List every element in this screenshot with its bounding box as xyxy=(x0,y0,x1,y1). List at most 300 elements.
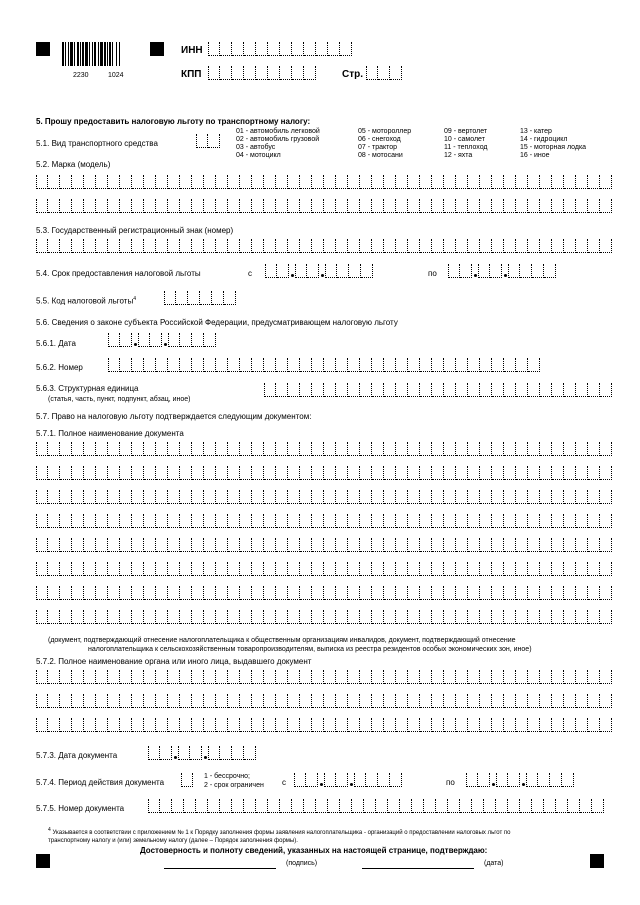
document-name-row-6[interactable] xyxy=(36,562,612,576)
input-cell[interactable] xyxy=(480,466,492,480)
input-cell[interactable] xyxy=(108,442,120,456)
input-cell[interactable] xyxy=(336,383,348,397)
input-cell[interactable] xyxy=(144,670,156,684)
input-cell[interactable] xyxy=(312,718,324,732)
input-cell[interactable] xyxy=(396,670,408,684)
input-cell[interactable] xyxy=(312,586,324,600)
input-cell[interactable] xyxy=(388,799,400,813)
input-cell[interactable] xyxy=(84,670,96,684)
input-cell[interactable] xyxy=(408,694,420,708)
input-cell[interactable] xyxy=(552,199,564,213)
input-cell[interactable] xyxy=(60,514,72,528)
input-cell[interactable] xyxy=(168,175,180,189)
input-cell[interactable] xyxy=(120,175,132,189)
input-cell[interactable] xyxy=(516,199,528,213)
input-cell[interactable] xyxy=(72,670,84,684)
input-cell[interactable] xyxy=(216,718,228,732)
inn-field[interactable] xyxy=(208,42,352,56)
input-cell[interactable] xyxy=(444,442,456,456)
input-cell[interactable] xyxy=(180,175,192,189)
input-cell[interactable] xyxy=(60,610,72,624)
input-cell[interactable] xyxy=(156,718,168,732)
input-cell[interactable] xyxy=(444,466,456,480)
input-cell[interactable] xyxy=(192,562,204,576)
input-cell[interactable] xyxy=(504,239,516,253)
input-cell[interactable] xyxy=(96,199,108,213)
input-cell[interactable] xyxy=(396,538,408,552)
input-cell[interactable] xyxy=(264,586,276,600)
input-cell[interactable] xyxy=(228,199,240,213)
input-cell[interactable] xyxy=(396,586,408,600)
input-cell[interactable] xyxy=(307,264,319,278)
input-cell[interactable] xyxy=(456,562,468,576)
input-cell[interactable] xyxy=(196,134,208,148)
input-cell[interactable] xyxy=(288,442,300,456)
input-cell[interactable] xyxy=(348,490,360,504)
input-cell[interactable] xyxy=(492,562,504,576)
input-cell[interactable] xyxy=(372,718,384,732)
input-cell[interactable] xyxy=(492,239,504,253)
input-cell[interactable] xyxy=(600,239,612,253)
input-cell[interactable] xyxy=(304,42,316,56)
input-cell[interactable] xyxy=(316,799,328,813)
input-cell[interactable] xyxy=(60,670,72,684)
input-cell[interactable] xyxy=(288,610,300,624)
input-cell[interactable] xyxy=(120,718,132,732)
input-cell[interactable] xyxy=(528,514,540,528)
input-cell[interactable] xyxy=(48,670,60,684)
input-cell[interactable] xyxy=(324,718,336,732)
input-cell[interactable] xyxy=(324,514,336,528)
input-cell[interactable] xyxy=(384,586,396,600)
input-cell[interactable] xyxy=(384,199,396,213)
input-cell[interactable] xyxy=(480,586,492,600)
input-cell[interactable] xyxy=(180,610,192,624)
input-cell[interactable] xyxy=(160,799,172,813)
input-cell[interactable] xyxy=(276,610,288,624)
input-cell[interactable] xyxy=(564,694,576,708)
input-cell[interactable] xyxy=(408,610,420,624)
input-cell[interactable] xyxy=(84,442,96,456)
input-cell[interactable] xyxy=(528,586,540,600)
input-cell[interactable] xyxy=(72,610,84,624)
input-cell[interactable] xyxy=(84,490,96,504)
input-cell[interactable] xyxy=(48,442,60,456)
input-cell[interactable] xyxy=(264,199,276,213)
structural-unit-field[interactable] xyxy=(264,383,612,397)
input-cell[interactable] xyxy=(72,175,84,189)
input-cell[interactable] xyxy=(562,773,574,787)
input-cell[interactable] xyxy=(220,66,232,80)
input-cell[interactable] xyxy=(432,610,444,624)
input-cell[interactable] xyxy=(360,562,372,576)
input-cell[interactable] xyxy=(276,358,288,372)
input-cell[interactable] xyxy=(540,175,552,189)
input-cell[interactable] xyxy=(36,586,48,600)
input-cell[interactable] xyxy=(336,442,348,456)
input-cell[interactable] xyxy=(384,670,396,684)
input-cell[interactable] xyxy=(204,586,216,600)
input-cell[interactable] xyxy=(168,490,180,504)
input-cell[interactable] xyxy=(244,66,256,80)
input-cell[interactable] xyxy=(276,514,288,528)
input-cell[interactable] xyxy=(156,670,168,684)
input-cell[interactable] xyxy=(168,694,180,708)
input-cell[interactable] xyxy=(444,514,456,528)
input-cell[interactable] xyxy=(132,610,144,624)
input-cell[interactable] xyxy=(264,358,276,372)
input-cell[interactable] xyxy=(228,610,240,624)
input-cell[interactable] xyxy=(60,562,72,576)
input-cell[interactable] xyxy=(420,239,432,253)
input-cell[interactable] xyxy=(328,799,340,813)
input-cell[interactable] xyxy=(444,175,456,189)
input-cell[interactable] xyxy=(72,466,84,480)
input-cell[interactable] xyxy=(120,586,132,600)
input-cell[interactable] xyxy=(312,490,324,504)
input-cell[interactable] xyxy=(492,358,504,372)
input-cell[interactable] xyxy=(348,586,360,600)
input-cell[interactable] xyxy=(408,383,420,397)
input-cell[interactable] xyxy=(300,562,312,576)
input-cell[interactable] xyxy=(156,358,168,372)
input-cell[interactable] xyxy=(576,490,588,504)
input-cell[interactable] xyxy=(192,694,204,708)
input-cell[interactable] xyxy=(300,466,312,480)
input-cell[interactable] xyxy=(408,586,420,600)
input-cell[interactable] xyxy=(132,718,144,732)
input-cell[interactable] xyxy=(556,799,568,813)
input-cell[interactable] xyxy=(492,514,504,528)
input-cell[interactable] xyxy=(456,490,468,504)
input-cell[interactable] xyxy=(288,199,300,213)
input-cell[interactable] xyxy=(372,358,384,372)
input-cell[interactable] xyxy=(96,442,108,456)
input-cell[interactable] xyxy=(432,199,444,213)
input-cell[interactable] xyxy=(300,694,312,708)
input-cell[interactable] xyxy=(184,799,196,813)
input-cell[interactable] xyxy=(384,490,396,504)
input-cell[interactable] xyxy=(361,264,373,278)
input-cell[interactable] xyxy=(396,694,408,708)
input-cell[interactable] xyxy=(220,799,232,813)
input-cell[interactable] xyxy=(504,694,516,708)
input-cell[interactable] xyxy=(232,66,244,80)
input-cell[interactable] xyxy=(216,670,228,684)
input-cell[interactable] xyxy=(204,199,216,213)
input-cell[interactable] xyxy=(156,562,168,576)
input-cell[interactable] xyxy=(528,610,540,624)
input-cell[interactable] xyxy=(168,586,180,600)
input-cell[interactable] xyxy=(48,610,60,624)
input-cell[interactable] xyxy=(144,490,156,504)
input-cell[interactable] xyxy=(132,466,144,480)
input-cell[interactable] xyxy=(144,175,156,189)
input-cell[interactable] xyxy=(516,562,528,576)
input-cell[interactable] xyxy=(552,694,564,708)
input-cell[interactable] xyxy=(132,239,144,253)
input-cell[interactable] xyxy=(544,799,556,813)
input-cell[interactable] xyxy=(108,333,120,347)
input-cell[interactable] xyxy=(192,490,204,504)
input-cell[interactable] xyxy=(200,291,212,305)
input-cell[interactable] xyxy=(360,538,372,552)
input-cell[interactable] xyxy=(288,383,300,397)
input-cell[interactable] xyxy=(564,466,576,480)
input-cell[interactable] xyxy=(564,538,576,552)
input-cell[interactable] xyxy=(444,586,456,600)
input-cell[interactable] xyxy=(360,490,372,504)
input-cell[interactable] xyxy=(480,239,492,253)
input-cell[interactable] xyxy=(276,199,288,213)
input-cell[interactable] xyxy=(336,773,348,787)
input-cell[interactable] xyxy=(324,670,336,684)
input-cell[interactable] xyxy=(180,333,192,347)
input-cell[interactable] xyxy=(504,670,516,684)
input-cell[interactable] xyxy=(360,383,372,397)
input-cell[interactable] xyxy=(576,538,588,552)
input-cell[interactable] xyxy=(192,586,204,600)
input-cell[interactable] xyxy=(588,718,600,732)
input-cell[interactable] xyxy=(420,466,432,480)
input-cell[interactable] xyxy=(396,358,408,372)
input-cell[interactable] xyxy=(276,562,288,576)
input-cell[interactable] xyxy=(600,466,612,480)
input-cell[interactable] xyxy=(588,442,600,456)
input-cell[interactable] xyxy=(378,773,390,787)
kpp-field[interactable] xyxy=(208,66,316,80)
input-cell[interactable] xyxy=(540,562,552,576)
input-cell[interactable] xyxy=(408,358,420,372)
input-cell[interactable] xyxy=(72,562,84,576)
input-cell[interactable] xyxy=(252,538,264,552)
input-cell[interactable] xyxy=(576,718,588,732)
input-cell[interactable] xyxy=(60,466,72,480)
input-cell[interactable] xyxy=(420,175,432,189)
input-cell[interactable] xyxy=(348,175,360,189)
input-cell[interactable] xyxy=(72,538,84,552)
input-cell[interactable] xyxy=(384,466,396,480)
input-cell[interactable] xyxy=(156,538,168,552)
document-name-row-8[interactable] xyxy=(36,610,612,624)
input-cell[interactable] xyxy=(408,670,420,684)
input-cell[interactable] xyxy=(180,586,192,600)
input-cell[interactable] xyxy=(372,670,384,684)
input-cell[interactable] xyxy=(312,466,324,480)
input-cell[interactable] xyxy=(268,42,280,56)
input-cell[interactable] xyxy=(148,746,160,760)
input-cell[interactable] xyxy=(216,175,228,189)
input-cell[interactable] xyxy=(108,199,120,213)
input-cell[interactable] xyxy=(280,66,292,80)
input-cell[interactable] xyxy=(232,746,244,760)
input-cell[interactable] xyxy=(360,466,372,480)
input-cell[interactable] xyxy=(540,718,552,732)
benefit-code-field[interactable] xyxy=(164,291,236,305)
input-cell[interactable] xyxy=(220,746,232,760)
input-cell[interactable] xyxy=(480,670,492,684)
input-cell[interactable] xyxy=(576,175,588,189)
input-cell[interactable] xyxy=(540,239,552,253)
input-cell[interactable] xyxy=(384,239,396,253)
input-cell[interactable] xyxy=(180,358,192,372)
input-cell[interactable] xyxy=(216,562,228,576)
input-cell[interactable] xyxy=(216,514,228,528)
input-cell[interactable] xyxy=(552,514,564,528)
input-cell[interactable] xyxy=(120,514,132,528)
input-cell[interactable] xyxy=(580,799,592,813)
issuer-name-row-1[interactable] xyxy=(36,670,612,684)
input-cell[interactable] xyxy=(408,199,420,213)
input-cell[interactable] xyxy=(288,562,300,576)
input-cell[interactable] xyxy=(468,358,480,372)
input-cell[interactable] xyxy=(96,175,108,189)
input-cell[interactable] xyxy=(216,199,228,213)
input-cell[interactable] xyxy=(48,514,60,528)
input-cell[interactable] xyxy=(432,490,444,504)
input-cell[interactable] xyxy=(436,799,448,813)
input-cell[interactable] xyxy=(36,538,48,552)
input-cell[interactable] xyxy=(216,538,228,552)
input-cell[interactable] xyxy=(528,694,540,708)
input-cell[interactable] xyxy=(480,175,492,189)
input-cell[interactable] xyxy=(72,718,84,732)
input-cell[interactable] xyxy=(528,490,540,504)
input-cell[interactable] xyxy=(300,670,312,684)
input-cell[interactable] xyxy=(216,358,228,372)
input-cell[interactable] xyxy=(204,562,216,576)
input-cell[interactable] xyxy=(120,490,132,504)
input-cell[interactable] xyxy=(240,490,252,504)
input-cell[interactable] xyxy=(312,538,324,552)
input-cell[interactable] xyxy=(492,670,504,684)
input-cell[interactable] xyxy=(492,586,504,600)
input-cell[interactable] xyxy=(360,358,372,372)
input-cell[interactable] xyxy=(280,799,292,813)
input-cell[interactable] xyxy=(192,718,204,732)
input-cell[interactable] xyxy=(564,383,576,397)
input-cell[interactable] xyxy=(96,239,108,253)
input-cell[interactable] xyxy=(276,694,288,708)
input-cell[interactable] xyxy=(180,694,192,708)
input-cell[interactable] xyxy=(432,358,444,372)
input-cell[interactable] xyxy=(192,466,204,480)
input-cell[interactable] xyxy=(120,239,132,253)
input-cell[interactable] xyxy=(324,175,336,189)
input-cell[interactable] xyxy=(576,239,588,253)
input-cell[interactable] xyxy=(132,562,144,576)
input-cell[interactable] xyxy=(276,383,288,397)
input-cell[interactable] xyxy=(360,586,372,600)
issuer-name-row-3[interactable] xyxy=(36,718,612,732)
input-cell[interactable] xyxy=(432,383,444,397)
input-cell[interactable] xyxy=(312,442,324,456)
input-cell[interactable] xyxy=(360,239,372,253)
input-cell[interactable] xyxy=(108,239,120,253)
input-cell[interactable] xyxy=(336,670,348,684)
input-cell[interactable] xyxy=(336,175,348,189)
input-cell[interactable] xyxy=(576,466,588,480)
input-cell[interactable] xyxy=(60,694,72,708)
input-cell[interactable] xyxy=(600,490,612,504)
input-cell[interactable] xyxy=(144,442,156,456)
input-cell[interactable] xyxy=(144,694,156,708)
input-cell[interactable] xyxy=(480,490,492,504)
input-cell[interactable] xyxy=(228,718,240,732)
input-cell[interactable] xyxy=(324,358,336,372)
vehicle-type-field[interactable] xyxy=(196,134,220,148)
input-cell[interactable] xyxy=(96,610,108,624)
input-cell[interactable] xyxy=(300,586,312,600)
input-cell[interactable] xyxy=(240,466,252,480)
input-cell[interactable] xyxy=(204,670,216,684)
input-cell[interactable] xyxy=(349,264,361,278)
brand-model-row-1[interactable] xyxy=(36,175,612,189)
input-cell[interactable] xyxy=(540,442,552,456)
input-cell[interactable] xyxy=(288,490,300,504)
input-cell[interactable] xyxy=(264,239,276,253)
input-cell[interactable] xyxy=(288,358,300,372)
input-cell[interactable] xyxy=(288,514,300,528)
input-cell[interactable] xyxy=(324,694,336,708)
input-cell[interactable] xyxy=(372,383,384,397)
input-cell[interactable] xyxy=(180,466,192,480)
input-cell[interactable] xyxy=(204,466,216,480)
input-cell[interactable] xyxy=(108,670,120,684)
input-cell[interactable] xyxy=(384,383,396,397)
input-cell[interactable] xyxy=(372,586,384,600)
date-line[interactable] xyxy=(362,868,474,869)
input-cell[interactable] xyxy=(190,746,202,760)
input-cell[interactable] xyxy=(108,694,120,708)
input-cell[interactable] xyxy=(224,291,236,305)
input-cell[interactable] xyxy=(244,746,256,760)
input-cell[interactable] xyxy=(96,538,108,552)
input-cell[interactable] xyxy=(528,239,540,253)
input-cell[interactable] xyxy=(520,799,532,813)
input-cell[interactable] xyxy=(180,199,192,213)
input-cell[interactable] xyxy=(168,358,180,372)
input-cell[interactable] xyxy=(324,586,336,600)
input-cell[interactable] xyxy=(228,239,240,253)
input-cell[interactable] xyxy=(480,538,492,552)
input-cell[interactable] xyxy=(36,514,48,528)
input-cell[interactable] xyxy=(240,442,252,456)
input-cell[interactable] xyxy=(256,42,268,56)
input-cell[interactable] xyxy=(564,610,576,624)
input-cell[interactable] xyxy=(480,694,492,708)
input-cell[interactable] xyxy=(216,466,228,480)
input-cell[interactable] xyxy=(204,175,216,189)
input-cell[interactable] xyxy=(240,358,252,372)
input-cell[interactable] xyxy=(252,442,264,456)
input-cell[interactable] xyxy=(396,175,408,189)
input-cell[interactable] xyxy=(252,466,264,480)
input-cell[interactable] xyxy=(600,199,612,213)
input-cell[interactable] xyxy=(552,383,564,397)
input-cell[interactable] xyxy=(492,610,504,624)
input-cell[interactable] xyxy=(468,514,480,528)
input-cell[interactable] xyxy=(480,562,492,576)
input-cell[interactable] xyxy=(420,383,432,397)
input-cell[interactable] xyxy=(288,538,300,552)
input-cell[interactable] xyxy=(480,358,492,372)
input-cell[interactable] xyxy=(264,175,276,189)
input-cell[interactable] xyxy=(156,490,168,504)
input-cell[interactable] xyxy=(132,175,144,189)
input-cell[interactable] xyxy=(300,490,312,504)
input-cell[interactable] xyxy=(390,66,402,80)
